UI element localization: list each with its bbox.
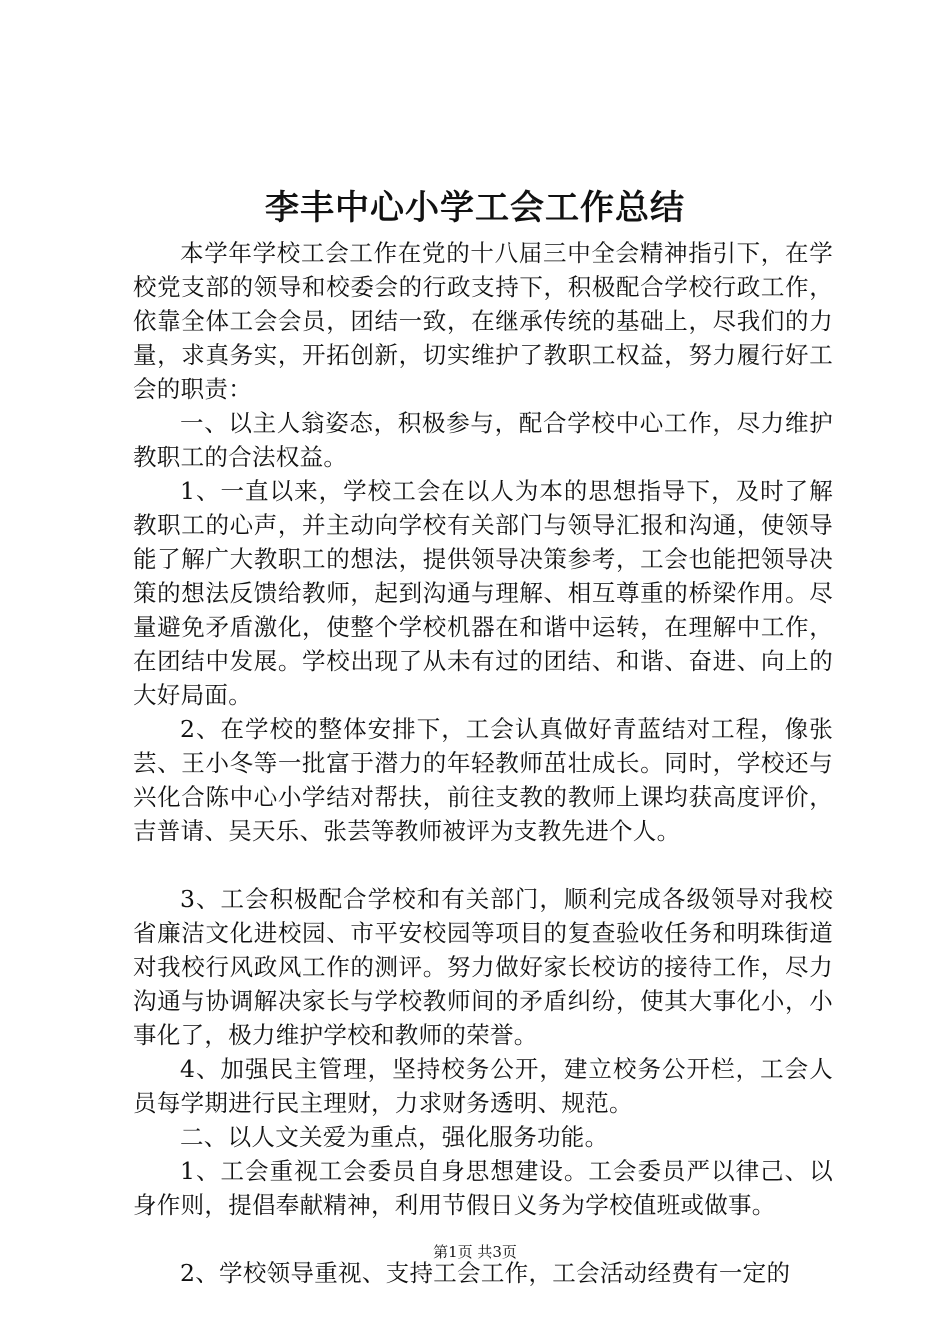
paragraph-intro: 本学年学校工会工作在党的十八届三中全会精神指引下，在学校党支部的领导和校委会的行政支持下，积极配合学校行政工作，依靠全体工会会员，团结一致，在继承传统的基础上，尽我们的力量，求真务实，开拓创新，切实维护了教职工权益，努力履行好工会的职责： <box>133 239 833 403</box>
document-body <box>133 236 833 1290</box>
paragraph-item-1: 1、一直以来，学校工会在以人为本的思想指导下，及时了解教职工的心声，并主动向学校有关部门与领导汇报和沟通，使领导能了解广大教职工的想法，提供领导决策参考，工会也能把领导决策的想法反馈给教师，起到沟通与理解、相互尊重的桥梁作用。尽量避免矛盾激化，使整个学校机器在和谐中运转，在理解中工作，在团结中发展。学校出现了从未有过的团结、和谐、奋进、向上的大好局面。 <box>133 477 833 709</box>
page-number-footer: 第1页 共3页 <box>433 1243 517 1261</box>
paragraph-section-1-heading: 一、以主人翁姿态，积极参与，配合学校中心工作，尽力维护教职工的合法权益。 <box>133 409 833 471</box>
paragraph-item-4: 4、加强民主管理，坚持校务公开，建立校务公开栏，工会人员每学期进行民主理财，力求财务透明、规范。 <box>133 1055 833 1117</box>
document-title: 李丰中心小学工会工作总结 <box>265 188 685 228</box>
paragraph-section-2-heading: 二、以人文关爱为重点，强化服务功能。 <box>180 1123 609 1151</box>
paragraph-item-2: 2、在学校的整体安排下，工会认真做好青蓝结对工程，像张芸、王小冬等一批富于潜力的年轻教师茁壮成长。同时，学校还与兴化合陈中心小学结对帮扶，前往支教的教师上课均获高度评价，吉普请、吴天乐、张芸等教师被评为支教先进个人。 <box>133 715 833 845</box>
paragraph-section-2-item-2: 2、学校领导重视、支持工会工作，工会活动经费有一定的 <box>180 1259 791 1287</box>
paragraph-section-2-item-1: 1、工会重视工会委员自身思想建设。工会委员严以律己、以身作则，提倡奉献精神，利用节假日义务为学校值班或做事。 <box>133 1157 833 1219</box>
paragraph-item-3: 3、工会积极配合学校和有关部门，顺利完成各级领导对我校省廉洁文化进校园、市平安校园等项目的复查验收任务和明珠街道对我校行风政风工作的测评。努力做好家长校访的接待工作，尽力沟通与协调解决家长与学校教师间的矛盾纠纷，使其大事化小，小事化了，极力维护学校和教师的荣誉。 <box>133 885 833 1049</box>
